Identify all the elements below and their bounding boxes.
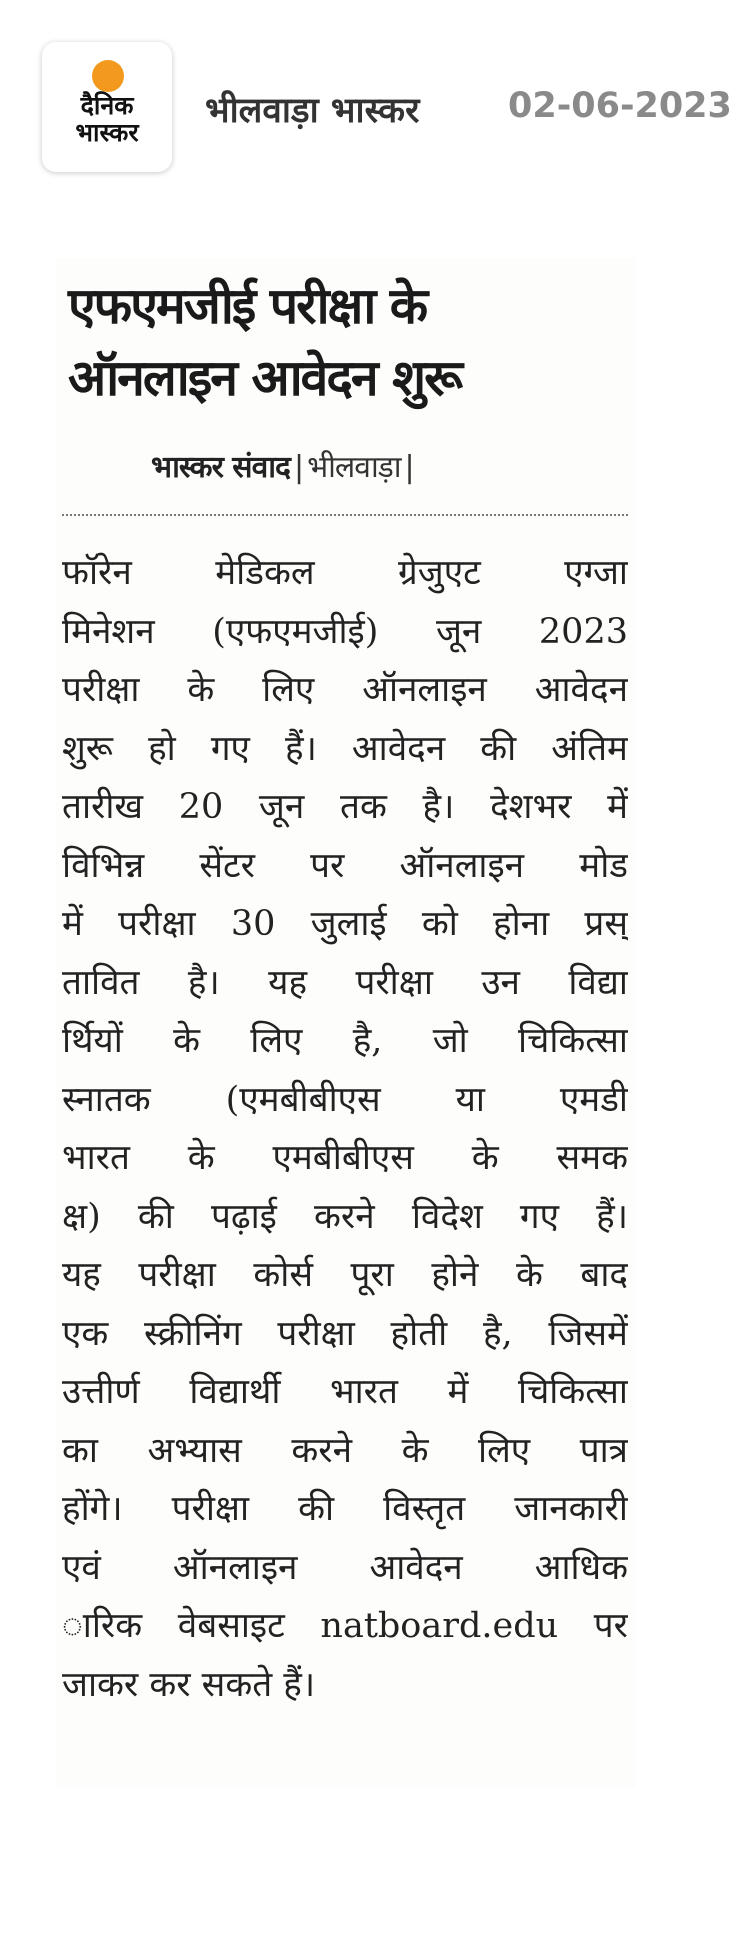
publication-date: 02-06-2023 bbox=[508, 86, 732, 126]
body-line: ारिक वेबसाइट natboard.edu पर bbox=[62, 1606, 628, 1646]
body-line: विभिन्न सेंटर पर ऑनलाइन मोड bbox=[62, 845, 628, 886]
body-line: एक स्क्रीनिंग परीक्षा होती है, जिसमें bbox=[62, 1313, 628, 1354]
article-body bbox=[62, 544, 628, 1714]
byline-city: भीलवाड़ा bbox=[307, 450, 401, 485]
body-line: शुरू हो गए हैं। आवेदन की अंतिम bbox=[62, 728, 628, 769]
headline-line: ऑनलाइन आवेदन शुरू bbox=[68, 349, 461, 407]
body-line: परीक्षा के लिए ऑनलाइन आवेदन bbox=[62, 670, 628, 710]
body-line: स्नातक (एमबीबीएस या एमडी bbox=[62, 1079, 628, 1120]
body-line: एवं ऑनलाइन आवेदन आधिक bbox=[62, 1547, 628, 1588]
byline-source: भास्कर संवाद bbox=[151, 450, 290, 485]
body-line: भारत के एमबीबीएस के समक bbox=[62, 1138, 628, 1178]
dainik-bhaskar-logo[interactable] bbox=[42, 42, 172, 172]
body-line: उत्तीर्ण विद्यार्थी भारत में चिकित्सा bbox=[62, 1372, 628, 1412]
body-line: क्ष) की पढ़ाई करने विदेश गए हैं। bbox=[62, 1196, 628, 1237]
body-line: फॉरेन मेडिकल ग्रेजुएट एग्जा bbox=[62, 553, 628, 593]
body-line: र्थियों के लिए है, जो चिकित्सा bbox=[62, 1021, 628, 1061]
byline-divider: | bbox=[404, 450, 414, 485]
newspaper-clipping bbox=[56, 258, 636, 1788]
body-line: जाकर कर सकते हैं। bbox=[62, 1664, 316, 1705]
byline bbox=[151, 445, 418, 486]
headline-line: एफएमजीई परीक्षा के bbox=[68, 277, 427, 335]
body-line: यह परीक्षा कोर्स पूरा होने के बाद bbox=[62, 1255, 628, 1295]
body-line: में परीक्षा 30 जुलाई को होना प्रस् bbox=[62, 904, 628, 944]
article-headline bbox=[68, 270, 628, 414]
byline-divider: | bbox=[293, 450, 304, 485]
dotted-divider bbox=[62, 514, 628, 516]
logo-text-line2: भास्कर bbox=[75, 118, 139, 147]
logo-text-line1: दैनिक bbox=[80, 91, 134, 120]
body-line: तारीख 20 जून तक है। देशभर में bbox=[62, 787, 628, 827]
body-line: मिनेशन (एफएमजीई) जून 2023 bbox=[62, 611, 628, 652]
body-line: होंगे। परीक्षा की विस्तृत जानकारी bbox=[62, 1489, 628, 1529]
header bbox=[0, 0, 749, 200]
publication-name: भीलवाड़ा भास्कर bbox=[205, 91, 420, 131]
body-line: का अभ्यास करने के लिए पात्र bbox=[62, 1430, 628, 1471]
sun-dot-icon bbox=[92, 60, 124, 92]
body-line: तावित है। यह परीक्षा उन विद्या bbox=[62, 962, 628, 1003]
